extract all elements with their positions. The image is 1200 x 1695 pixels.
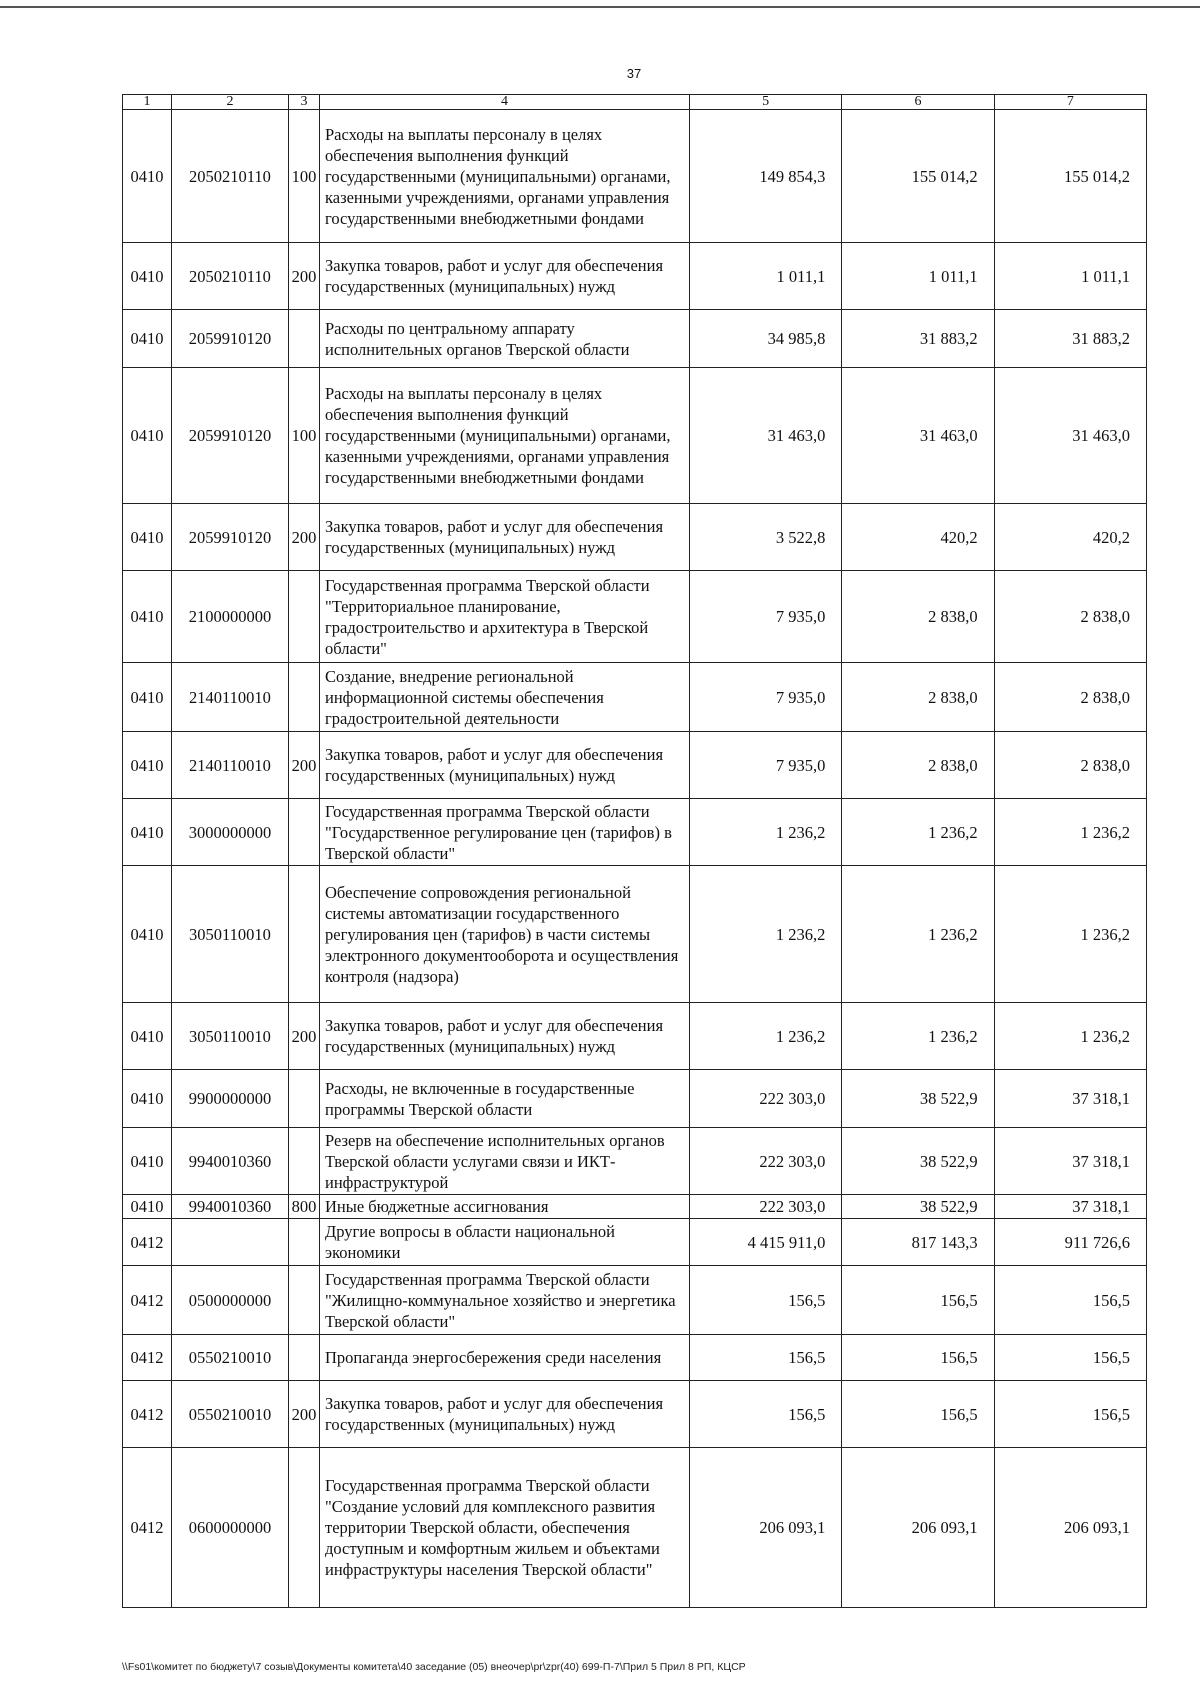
amount-col-5: 156,5 xyxy=(690,1335,842,1381)
amount-col-5: 1 236,2 xyxy=(690,799,842,866)
table-row xyxy=(123,571,1147,663)
amount-col-5: 222 303,0 xyxy=(690,1070,842,1128)
header-col-2: 2 xyxy=(172,95,289,110)
section-code: 0412 xyxy=(123,1266,172,1335)
expense-kind: 800 xyxy=(289,1195,320,1219)
section-code: 0410 xyxy=(123,866,172,1003)
amount-col-6: 156,5 xyxy=(842,1266,994,1335)
amount-col-7: 2 838,0 xyxy=(994,571,1146,663)
amount-col-7: 2 838,0 xyxy=(994,732,1146,799)
section-code: 0412 xyxy=(123,1219,172,1266)
target-code: 2100000000 xyxy=(172,571,289,663)
item-name: Государственная программа Тверской области "Создание условий для комплексного развития территории Тверской области, обеспечения доступным и комфортным жильем и объектами инфраструктуры населения Тверской области" xyxy=(320,1448,690,1608)
amount-col-7: 156,5 xyxy=(994,1266,1146,1335)
header-row xyxy=(123,95,1147,110)
amount-col-5: 1 236,2 xyxy=(690,1003,842,1070)
target-code: 2140110010 xyxy=(172,732,289,799)
target-code: 9940010360 xyxy=(172,1195,289,1219)
item-name: Иные бюджетные ассигнования xyxy=(320,1195,690,1219)
section-code: 0410 xyxy=(123,1003,172,1070)
expense-kind xyxy=(289,663,320,732)
amount-col-6: 206 093,1 xyxy=(842,1448,994,1608)
header-col-4: 4 xyxy=(320,95,690,110)
header-col-1: 1 xyxy=(123,95,172,110)
section-code: 0410 xyxy=(123,732,172,799)
section-code: 0410 xyxy=(123,310,172,368)
amount-col-7: 1 236,2 xyxy=(994,1003,1146,1070)
table-row xyxy=(123,504,1147,571)
amount-col-5: 149 854,3 xyxy=(690,110,842,243)
footer-file-path: \\Fs01\комитет по бюджету\7 созыв\Документы комитета\40 заседание (05) внеочер\pr\zpr(40) 699-П-7\Прил 5 Прил 8 РП, КЦСР xyxy=(122,1661,746,1673)
amount-col-5: 206 093,1 xyxy=(690,1448,842,1608)
target-code: 0500000000 xyxy=(172,1266,289,1335)
expense-kind: 100 xyxy=(289,110,320,243)
target-code: 9900000000 xyxy=(172,1070,289,1128)
expense-kind xyxy=(289,866,320,1003)
table-row xyxy=(123,243,1147,310)
amount-col-5: 31 463,0 xyxy=(690,368,842,504)
amount-col-6: 420,2 xyxy=(842,504,994,571)
target-code: 9940010360 xyxy=(172,1128,289,1195)
amount-col-6: 31 883,2 xyxy=(842,310,994,368)
amount-col-6: 31 463,0 xyxy=(842,368,994,504)
expense-kind xyxy=(289,799,320,866)
item-name: Резерв на обеспечение исполнительных органов Тверской области услугами связи и ИКТ-инфраструктурой xyxy=(320,1128,690,1195)
amount-col-6: 1 236,2 xyxy=(842,866,994,1003)
expense-kind xyxy=(289,1219,320,1266)
amount-col-6: 156,5 xyxy=(842,1381,994,1448)
item-name: Закупка товаров, работ и услуг для обеспечения государственных (муниципальных) нужд xyxy=(320,1381,690,1448)
amount-col-6: 2 838,0 xyxy=(842,663,994,732)
item-name: Закупка товаров, работ и услуг для обеспечения государственных (муниципальных) нужд xyxy=(320,504,690,571)
target-code: 0600000000 xyxy=(172,1448,289,1608)
section-code: 0410 xyxy=(123,368,172,504)
target-code: 3050110010 xyxy=(172,866,289,1003)
amount-col-5: 222 303,0 xyxy=(690,1128,842,1195)
expense-kind xyxy=(289,310,320,368)
table-row xyxy=(123,663,1147,732)
section-code: 0412 xyxy=(123,1381,172,1448)
section-code: 0410 xyxy=(123,1070,172,1128)
section-code: 0412 xyxy=(123,1448,172,1608)
table-row xyxy=(123,1448,1147,1608)
item-name: Расходы на выплаты персоналу в целях обеспечения выполнения функций государственными (муниципальными) органами, казенными учреждениями, органами управления государственными внебюджетными фондами xyxy=(320,368,690,504)
header-col-3: 3 xyxy=(289,95,320,110)
section-code: 0410 xyxy=(123,663,172,732)
expense-kind: 200 xyxy=(289,243,320,310)
item-name: Закупка товаров, работ и услуг для обеспечения государственных (муниципальных) нужд xyxy=(320,732,690,799)
amount-col-7: 2 838,0 xyxy=(994,663,1146,732)
table-row xyxy=(123,866,1147,1003)
amount-col-7: 37 318,1 xyxy=(994,1128,1146,1195)
amount-col-6: 38 522,9 xyxy=(842,1195,994,1219)
amount-col-6: 1 011,1 xyxy=(842,243,994,310)
section-code: 0410 xyxy=(123,799,172,866)
target-code: 2059910120 xyxy=(172,368,289,504)
expense-kind xyxy=(289,1070,320,1128)
expense-kind xyxy=(289,1128,320,1195)
amount-col-7: 911 726,6 xyxy=(994,1219,1146,1266)
amount-col-5: 156,5 xyxy=(690,1381,842,1448)
amount-col-7: 155 014,2 xyxy=(994,110,1146,243)
amount-col-6: 38 522,9 xyxy=(842,1128,994,1195)
table-row xyxy=(123,1195,1147,1219)
section-code: 0410 xyxy=(123,1128,172,1195)
target-code: 2059910120 xyxy=(172,504,289,571)
amount-col-5: 34 985,8 xyxy=(690,310,842,368)
amount-col-6: 2 838,0 xyxy=(842,732,994,799)
amount-col-6: 1 236,2 xyxy=(842,1003,994,1070)
table-row xyxy=(123,1219,1147,1266)
table-row xyxy=(123,1266,1147,1335)
amount-col-7: 1 011,1 xyxy=(994,243,1146,310)
target-code: 0550210010 xyxy=(172,1381,289,1448)
amount-col-5: 7 935,0 xyxy=(690,663,842,732)
section-code: 0410 xyxy=(123,504,172,571)
section-code: 0410 xyxy=(123,571,172,663)
table-row xyxy=(123,1335,1147,1381)
table-row xyxy=(123,732,1147,799)
section-code: 0410 xyxy=(123,110,172,243)
item-name: Расходы по центральному аппарату исполнительных органов Тверской области xyxy=(320,310,690,368)
budget-table xyxy=(122,94,1147,1608)
target-code: 2050210110 xyxy=(172,243,289,310)
amount-col-6: 156,5 xyxy=(842,1335,994,1381)
table-row xyxy=(123,1381,1147,1448)
table-row xyxy=(123,310,1147,368)
item-name: Государственная программа Тверской области "Жилищно-коммунальное хозяйство и энергетика Тверской области" xyxy=(320,1266,690,1335)
expense-kind: 200 xyxy=(289,1003,320,1070)
expense-kind xyxy=(289,571,320,663)
page-number: 37 xyxy=(626,66,642,81)
amount-col-6: 1 236,2 xyxy=(842,799,994,866)
amount-col-7: 156,5 xyxy=(994,1381,1146,1448)
target-code: 3000000000 xyxy=(172,799,289,866)
target-code: 2140110010 xyxy=(172,663,289,732)
amount-col-7: 420,2 xyxy=(994,504,1146,571)
amount-col-7: 156,5 xyxy=(994,1335,1146,1381)
target-code xyxy=(172,1219,289,1266)
amount-col-5: 1 011,1 xyxy=(690,243,842,310)
expense-kind xyxy=(289,1266,320,1335)
amount-col-5: 1 236,2 xyxy=(690,866,842,1003)
amount-col-7: 31 463,0 xyxy=(994,368,1146,504)
target-code: 2050210110 xyxy=(172,110,289,243)
item-name: Закупка товаров, работ и услуг для обеспечения государственных (муниципальных) нужд xyxy=(320,243,690,310)
amount-col-7: 31 883,2 xyxy=(994,310,1146,368)
table-row xyxy=(123,799,1147,866)
item-name: Расходы, не включенные в государственные программы Тверской области xyxy=(320,1070,690,1128)
item-name: Обеспечение сопровождения региональной системы автоматизации государственного регулирования цен (тарифов) в части системы электронного документооборота и осуществления контроля (надзора) xyxy=(320,866,690,1003)
amount-col-6: 38 522,9 xyxy=(842,1070,994,1128)
table-row xyxy=(123,1070,1147,1128)
scan-edge xyxy=(0,0,1200,8)
expense-kind: 100 xyxy=(289,368,320,504)
amount-col-6: 2 838,0 xyxy=(842,571,994,663)
amount-col-7: 37 318,1 xyxy=(994,1195,1146,1219)
table-row xyxy=(123,368,1147,504)
header-col-5: 5 xyxy=(690,95,842,110)
item-name: Другие вопросы в области национальной экономики xyxy=(320,1219,690,1266)
expense-kind xyxy=(289,1448,320,1608)
item-name: Создание, внедрение региональной информационной системы обеспечения градостроительной деятельности xyxy=(320,663,690,732)
amount-col-6: 155 014,2 xyxy=(842,110,994,243)
item-name: Государственная программа Тверской области "Территориальное планирование, градостроительство и архитектура в Тверской области" xyxy=(320,571,690,663)
table-row xyxy=(123,1128,1147,1195)
item-name: Расходы на выплаты персоналу в целях обеспечения выполнения функций государственными (муниципальными) органами, казенными учреждениями, органами управления государственными внебюджетными фондами xyxy=(320,110,690,243)
expense-kind xyxy=(289,1335,320,1381)
expense-kind: 200 xyxy=(289,1381,320,1448)
amount-col-7: 1 236,2 xyxy=(994,866,1146,1003)
amount-col-5: 7 935,0 xyxy=(690,571,842,663)
expense-kind: 200 xyxy=(289,732,320,799)
section-code: 0410 xyxy=(123,243,172,310)
amount-col-5: 3 522,8 xyxy=(690,504,842,571)
amount-col-5: 7 935,0 xyxy=(690,732,842,799)
target-code: 2059910120 xyxy=(172,310,289,368)
item-name: Пропаганда энергосбережения среди населения xyxy=(320,1335,690,1381)
item-name: Закупка товаров, работ и услуг для обеспечения государственных (муниципальных) нужд xyxy=(320,1003,690,1070)
header-col-6: 6 xyxy=(842,95,994,110)
amount-col-7: 206 093,1 xyxy=(994,1448,1146,1608)
header-col-7: 7 xyxy=(994,95,1146,110)
section-code: 0410 xyxy=(123,1195,172,1219)
amount-col-7: 37 318,1 xyxy=(994,1070,1146,1128)
target-code: 3050110010 xyxy=(172,1003,289,1070)
item-name: Государственная программа Тверской области "Государственное регулирование цен (тарифов) в Тверской области" xyxy=(320,799,690,866)
table-row xyxy=(123,110,1147,243)
section-code: 0412 xyxy=(123,1335,172,1381)
amount-col-7: 1 236,2 xyxy=(994,799,1146,866)
expense-kind: 200 xyxy=(289,504,320,571)
amount-col-5: 156,5 xyxy=(690,1266,842,1335)
table-row xyxy=(123,1003,1147,1070)
amount-col-5: 222 303,0 xyxy=(690,1195,842,1219)
amount-col-6: 817 143,3 xyxy=(842,1219,994,1266)
amount-col-5: 4 415 911,0 xyxy=(690,1219,842,1266)
target-code: 0550210010 xyxy=(172,1335,289,1381)
